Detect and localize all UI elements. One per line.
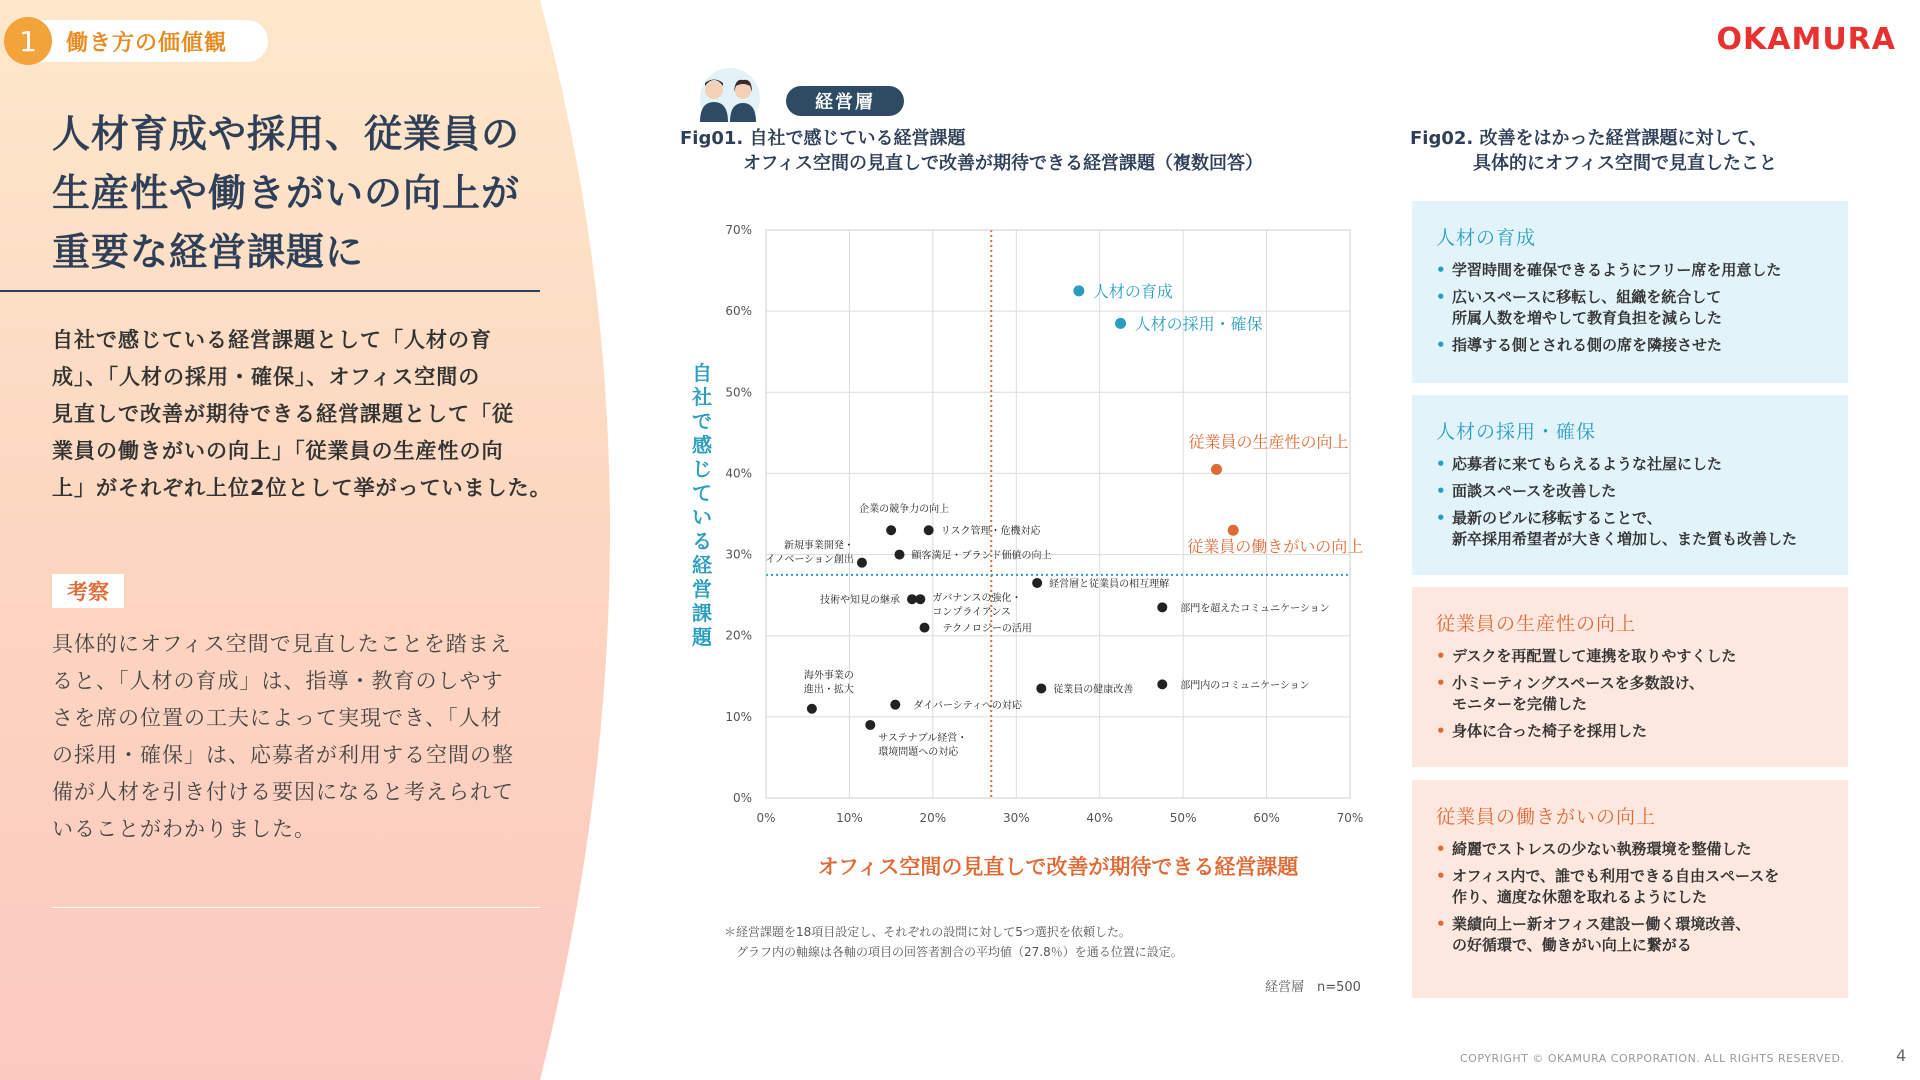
insight-line: の採用・確保」は、応募者が利用する空間の整 xyxy=(52,743,514,767)
summary-line: 見直しで改善が期待できる経営課題として「従 xyxy=(52,402,514,426)
card-talent-acquisition xyxy=(1412,395,1848,575)
copyright: COPYRIGHT © OKAMURA CORPORATION. ALL RIGHTS RESERVED. xyxy=(1460,1052,1845,1065)
headline-divider xyxy=(0,290,540,292)
data-point-label: 経営層と従業員の相互理解 xyxy=(1049,578,1170,590)
fig01-title-line: Fig01. 自社で感じている経営課題 xyxy=(680,128,966,149)
card-item: • 面談スペースを改善した xyxy=(1436,481,1826,502)
data-point-label: 従業員の健康改善 xyxy=(1053,684,1134,696)
fig01-title xyxy=(680,126,1263,176)
card-item: • 応募者に来てもらえるような社屋にした xyxy=(1436,454,1826,475)
fig02-title xyxy=(1410,126,1777,176)
fig02-title-line: 具体的にオフィス空間で見直したこと xyxy=(1473,153,1778,174)
card-title: 人材の採用・確保 xyxy=(1436,421,1597,443)
data-point xyxy=(1157,679,1167,689)
y-tick-label: 30% xyxy=(725,547,752,562)
card-item: • デスクを再配置して連携を取りやすくした xyxy=(1436,646,1826,667)
data-point-label: ガバナンスの強化・コンプライアンス xyxy=(932,593,1022,619)
x-tick-label: 50% xyxy=(1169,811,1197,825)
card-item: • 綺麗でストレスの少ない執務環境を整備した xyxy=(1436,839,1826,860)
x-tick-label: 30% xyxy=(1002,811,1030,825)
insight-line: 備が人材を引き付ける要因になると考えられて xyxy=(52,780,514,804)
insight-line: さを席の位置の工夫によって実現でき、「人材 xyxy=(52,706,503,730)
data-point-label: 顧客満足・ブランド価値の向上 xyxy=(911,550,1052,562)
x-tick-label: 60% xyxy=(1253,811,1280,825)
card-item: • 学習時間を確保できるようにフリー席を用意した xyxy=(1436,260,1826,281)
card-item: • 業績向上ー新オフィス建設ー働く環境改善、 の好循環で、働きがい向上に繋がる xyxy=(1436,914,1826,956)
data-point-label: ダイバーシティへの対応 xyxy=(913,700,1022,712)
y-tick-label: 60% xyxy=(725,304,752,319)
data-point-label: リスク管理・危機対応 xyxy=(940,526,1041,538)
scatter-chart xyxy=(680,200,1390,880)
card-item: • 身体に合った椅子を採用した xyxy=(1436,721,1826,742)
section-tag xyxy=(8,20,268,62)
headline-line: 生産性や働きがいの向上が xyxy=(52,171,521,215)
data-point xyxy=(886,525,896,535)
y-tick-label: 40% xyxy=(725,466,752,481)
y-tick-label: 0% xyxy=(732,791,752,805)
summary-line: 成」、「人材の採用・確保」、オフィス空間の xyxy=(52,365,481,389)
left-panel xyxy=(0,0,640,1080)
data-point-label: 人材の育成 xyxy=(1092,281,1173,301)
data-point-label: 人材の採用・確保 xyxy=(1134,314,1263,334)
insight-divider xyxy=(52,907,540,908)
executives-icon xyxy=(680,64,780,122)
chart-note-line: グラフ内の軸線は各軸の項目の回答者割合の平均値（27.8％）を通る位置に設定。 xyxy=(736,945,1183,959)
fig02-title-line: Fig02. 改善をはかった経営課題に対して、 xyxy=(1410,128,1768,149)
data-point xyxy=(1036,683,1046,693)
summary-line: 業員の働きがいの向上」「従業員の生産性の向 xyxy=(52,439,504,463)
headline xyxy=(52,105,572,282)
data-point xyxy=(915,594,925,604)
card-title: 従業員の生産性の向上 xyxy=(1436,613,1637,635)
data-point-label: 海外事業の進出・拡大 xyxy=(803,670,854,696)
data-point-label: 技術や知見の継承 xyxy=(820,595,900,607)
data-point-label: 新規事業開発・イノベーション創出 xyxy=(765,540,854,566)
card-item: • 指導する側とされる側の席を隣接させた xyxy=(1436,335,1826,356)
data-point xyxy=(857,558,867,568)
sample-size: 経営層 n=500 xyxy=(1265,980,1361,995)
data-point-label: テクノロジーの活用 xyxy=(942,623,1032,635)
data-point xyxy=(924,525,934,535)
card-item: • 最新のビルに移転することで、 新卒採用希望者が大きく増加し、また質も改善した xyxy=(1436,508,1826,550)
summary-line: 自社で感じている経営課題として「人材の育 xyxy=(52,328,492,352)
x-tick-label: 10% xyxy=(836,811,863,825)
section-label: 働き方の価値観 xyxy=(66,30,228,56)
card-engagement xyxy=(1412,780,1848,998)
data-point xyxy=(1073,285,1084,296)
data-point-label: 従業員の生産性の向上 xyxy=(1188,432,1349,452)
data-point-label: サステナブル経営・環境問題への対応 xyxy=(878,732,968,758)
fig01-title-line: オフィス空間の見直しで改善が期待できる経営課題（複数回答） xyxy=(743,153,1264,174)
data-point xyxy=(920,623,930,633)
card-item: • 広いスペースに移転し、組織を統合して 所属人数を増やして教育負担を減らした xyxy=(1436,287,1826,329)
insight-label: 考察 xyxy=(52,574,124,608)
y-tick-label: 20% xyxy=(725,628,752,643)
card-productivity xyxy=(1412,587,1848,767)
data-point xyxy=(894,550,904,560)
insight-line: 具体的にオフィス空間で見直したことを踏まえ xyxy=(52,632,512,656)
chart-note-line: ＊経営課題を18項目設定し、それぞれの設問に対して5つ選択を依頼した。 xyxy=(724,925,1131,939)
okamura-logo: OKAMURA xyxy=(1716,22,1896,57)
data-point xyxy=(1211,464,1222,475)
insight-line: いることがわかりました。 xyxy=(52,817,316,841)
data-point xyxy=(865,720,875,730)
data-point xyxy=(1115,318,1126,329)
section-number: 1 xyxy=(4,17,52,65)
data-point xyxy=(1032,578,1042,588)
data-point xyxy=(1157,602,1167,612)
card-title: 従業員の働きがいの向上 xyxy=(1436,806,1657,828)
data-point-label: 部門を超えたコミュニケーション xyxy=(1180,603,1330,615)
headline-line: 人材育成や採用、従業員の xyxy=(52,112,521,156)
data-point-label: 従業員の働きがいの向上 xyxy=(1187,537,1364,557)
chart-note xyxy=(724,922,1183,962)
card-item: • 小ミーティングスペースを多数設け、 モニターを完備した xyxy=(1436,673,1826,715)
y-tick-label: 70% xyxy=(725,223,752,237)
page-number: 4 xyxy=(1896,1046,1907,1065)
x-tick-label: 70% xyxy=(1336,811,1364,825)
data-point-label: 部門内のコミュニケーション xyxy=(1180,680,1310,692)
x-axis-label: オフィス空間の見直しで改善が期待できる経営課題 xyxy=(817,855,1299,879)
data-point xyxy=(1228,525,1239,536)
card-item: • オフィス内で、誰でも利用できる自由スペースを 作り、適度な休憩を取れるようにした xyxy=(1436,866,1826,908)
data-point xyxy=(807,704,817,714)
card-title: 人材の育成 xyxy=(1436,227,1537,249)
x-tick-label: 0% xyxy=(756,811,776,825)
role-badge: 経営層 xyxy=(786,86,904,116)
insight-text xyxy=(52,626,552,848)
y-tick-label: 10% xyxy=(725,709,752,724)
insight-line: ると、「人材の育成」は、指導・教育のしやす xyxy=(52,669,504,693)
summary-line: 上」がそれぞれ上位2位として挙がっていました。 xyxy=(52,476,552,500)
card-talent-development xyxy=(1412,201,1848,383)
x-tick-label: 20% xyxy=(919,811,947,825)
data-point xyxy=(890,700,900,710)
data-point-label: 企業の競争力の向上 xyxy=(859,504,950,516)
summary-text xyxy=(52,322,562,507)
headline-line: 重要な経営課題に xyxy=(52,230,365,274)
y-axis-label: 自社で感じている経営課題 xyxy=(692,361,712,649)
y-tick-label: 50% xyxy=(725,385,752,400)
x-tick-label: 40% xyxy=(1086,811,1114,825)
